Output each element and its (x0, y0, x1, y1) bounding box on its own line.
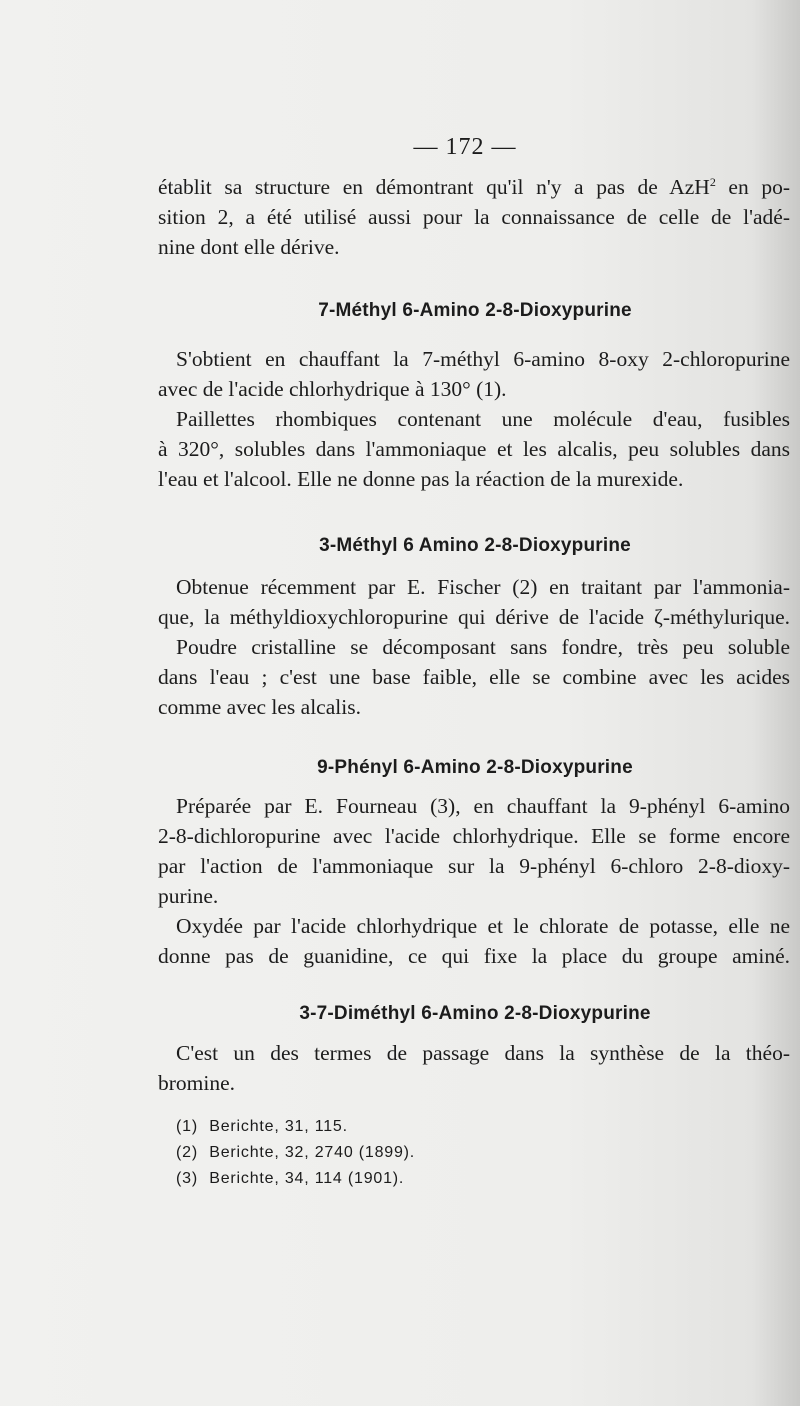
section-heading: 3-7-Diméthyl 6-Amino 2-8-Dioxypurine (299, 1003, 651, 1024)
text-line: Paillettes rhombiques contenant une molécule d'eau, fusibles (176, 407, 790, 431)
text-line: bromine. (158, 1071, 236, 1095)
footnote: (2) Berichte, 32, 2740 (1899). (176, 1144, 416, 1161)
text-line: S'obtient en chauffant la 7-méthyl 6-amino 8-oxy 2-chloropurine (176, 347, 790, 371)
footnote: (3) Berichte, 34, 114 (1901). (176, 1170, 405, 1187)
text-line: à 320°, solubles dans l'ammoniaque et les alcalis, peu solubles dans (158, 437, 790, 461)
text-line: donne pas de guanidine, ce qui fixe la place du groupe aminé. (158, 944, 790, 968)
section-heading: 3-Méthyl 6 Amino 2-8-Dioxypurine (319, 535, 631, 556)
footnotes (176, 1114, 415, 1192)
section-body (158, 572, 790, 722)
section-heading: 9-Phényl 6-Amino 2-8-Dioxypurine (317, 757, 633, 778)
section-body (158, 1038, 790, 1098)
text-line: nine dont elle dérive. (158, 235, 340, 259)
section-heading: 7-Méthyl 6-Amino 2-8-Dioxypurine (318, 300, 632, 321)
section-body (158, 791, 790, 971)
text-line: établit sa structure en démontrant qu'il n'y a pas de AzH$^2$ en po- (158, 175, 790, 199)
text-line: 2-8-dichloropurine avec l'acide chlorhydrique. Elle se forme encore (158, 824, 790, 848)
intro-paragraph (158, 172, 790, 262)
text-line: dans l'eau ; c'est une base faible, elle se combine avec les acides (158, 665, 790, 689)
text-line: Poudre cristalline se décomposant sans fondre, très peu soluble (176, 635, 790, 659)
text-line: par l'action de l'ammoniaque sur la 9-phényl 6-chloro 2-8-dioxy- (158, 854, 790, 878)
footnote: (1) Berichte, 31, 115. (176, 1118, 348, 1135)
text-line: que, la méthyldioxychloropurine qui dérive de l'acide ζ-méthylurique. (158, 605, 790, 629)
text-line: avec de l'acide chlorhydrique à 130° (1). (158, 377, 507, 401)
text-line: purine. (158, 884, 219, 908)
page-number: — 172 — (413, 134, 517, 160)
text-line: sition 2, a été utilisé aussi pour la connaissance de celle de l'adé- (158, 205, 790, 229)
text-line: Oxydée par l'acide chlorhydrique et le chlorate de potasse, elle ne (176, 914, 790, 938)
text-line: l'eau et l'alcool. Elle ne donne pas la réaction de la murexide. (158, 467, 684, 491)
section-body (158, 344, 790, 494)
text-line: Préparée par E. Fourneau (3), en chauffant la 9-phényl 6-amino (176, 794, 790, 818)
text-line: Obtenue récemment par E. Fischer (2) en traitant par l'ammonia- (176, 575, 790, 599)
text-line: C'est un des termes de passage dans la synthèse de la théo- (176, 1041, 790, 1065)
text-line: comme avec les alcalis. (158, 695, 361, 719)
